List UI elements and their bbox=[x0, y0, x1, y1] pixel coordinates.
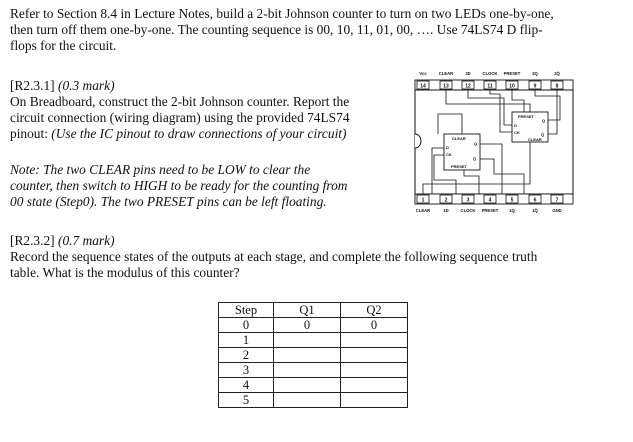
top-pin-label: 2Q̅ bbox=[554, 71, 560, 76]
step-cell: 0 bbox=[219, 318, 274, 333]
q1-cell[interactable] bbox=[274, 378, 341, 393]
ff1-preset-label: PRESET bbox=[451, 164, 468, 169]
table-row bbox=[219, 333, 408, 348]
table-row bbox=[219, 348, 408, 363]
bottom-pin-label: 1D bbox=[443, 208, 449, 213]
question-1-line: circuit connection (wiring diagram) using the provided 74LS74 bbox=[10, 110, 350, 125]
intro-line: then turn off them one-by-one. The counting sequence is 00, 10, 11, 01, 00, …. Use 74LS74 D flip- bbox=[10, 22, 543, 37]
q1-cell[interactable]: 0 bbox=[274, 318, 341, 333]
top-pin-label: CLOCK bbox=[482, 71, 498, 76]
bottom-pin-label: CLOCK bbox=[460, 208, 476, 213]
question-1-label: [R2.3.1] bbox=[10, 78, 55, 93]
note-line: counter, then switch to HIGH to be ready for the counting from bbox=[10, 178, 348, 193]
top-pin-label: CLEAR bbox=[438, 71, 454, 76]
ff1-qbar-label: Q̅ bbox=[473, 156, 477, 161]
bottom-pin-label: CLEAR bbox=[415, 208, 431, 213]
question-1-last-prefix: pinout: bbox=[10, 126, 52, 141]
step-cell: 3 bbox=[219, 363, 274, 378]
top-pin-number: 14 bbox=[420, 83, 426, 90]
column-header-step: Step bbox=[219, 303, 274, 318]
bottom-pin-number: 6 bbox=[533, 197, 537, 204]
ff1-ck-label: CK bbox=[446, 152, 452, 157]
table-row bbox=[219, 318, 408, 333]
q2-cell[interactable] bbox=[341, 333, 408, 348]
top-pin-label: 2Q bbox=[532, 71, 538, 76]
ff2-ck-label: CK bbox=[514, 130, 520, 135]
top-pin-label: 2D bbox=[465, 71, 471, 76]
intro-paragraph bbox=[10, 6, 628, 54]
q1-cell[interactable] bbox=[274, 333, 341, 348]
bottom-pin-label: PRESET bbox=[481, 208, 499, 213]
table-row bbox=[219, 378, 408, 393]
ff1-d-label: D bbox=[446, 145, 449, 150]
step-cell: 5 bbox=[219, 393, 274, 408]
pinout-svg bbox=[404, 64, 584, 224]
top-pin-number: 12 bbox=[465, 83, 471, 90]
bottom-pin-number: 1 bbox=[421, 197, 425, 204]
table-header-row bbox=[219, 303, 408, 318]
bottom-pin-label: GND bbox=[552, 208, 562, 213]
top-pin-number: 9 bbox=[533, 83, 537, 90]
question-2-line: Record the sequence states of the outputs at each stage, and complete the following sequence truth bbox=[10, 249, 538, 264]
q2-cell[interactable] bbox=[341, 348, 408, 363]
question-1-last-italic: (Use the IC pinout to draw connections of your circuit) bbox=[51, 126, 347, 141]
top-pin-label: PRESET bbox=[503, 71, 521, 76]
q2-cell[interactable] bbox=[341, 393, 408, 408]
bottom-pin-number: 5 bbox=[510, 197, 514, 204]
note-line: 00 state (Step0). The two PRESET pins can be left floating. bbox=[10, 194, 327, 209]
q1-cell[interactable] bbox=[274, 348, 341, 363]
q2-cell[interactable]: 0 bbox=[341, 318, 408, 333]
table-row bbox=[219, 363, 408, 378]
intro-line: flops for the circuit. bbox=[10, 38, 117, 53]
question-2-body bbox=[10, 249, 537, 281]
top-pin-number: 13 bbox=[443, 83, 449, 90]
ff2-q-label: Q bbox=[542, 118, 546, 123]
ff2-d-label: D bbox=[514, 123, 517, 128]
bottom-pin-number: 2 bbox=[444, 197, 448, 204]
note-line: Note: The two CLEAR pins need to be LOW to clear the bbox=[10, 162, 311, 177]
ff2-qbar-label: Q̅ bbox=[541, 132, 545, 137]
q1-cell[interactable] bbox=[274, 393, 341, 408]
ic-body bbox=[415, 90, 573, 194]
question-2-mark: (0.7 mark) bbox=[58, 233, 115, 248]
q2-cell[interactable] bbox=[341, 378, 408, 393]
table-row bbox=[219, 393, 408, 408]
ff1-clear-label: CLEAR bbox=[452, 136, 466, 141]
top-pin-number: 11 bbox=[487, 83, 493, 90]
ff2-clear-label: CLEAR bbox=[528, 137, 542, 142]
question-2-line: table. What is the modulus of this counter? bbox=[10, 265, 240, 280]
question-1-heading bbox=[10, 78, 115, 94]
note-paragraph bbox=[10, 162, 347, 210]
top-pin-label: Vcc bbox=[419, 71, 427, 76]
step-cell: 2 bbox=[219, 348, 274, 363]
q2-cell[interactable] bbox=[341, 363, 408, 378]
q1-cell[interactable] bbox=[274, 363, 341, 378]
top-pin-number: 10 bbox=[509, 83, 515, 90]
step-cell: 1 bbox=[219, 333, 274, 348]
intro-line: Refer to Section 8.4 in Lecture Notes, build a 2-bit Johnson counter to turn on two LEDs one-by-one, bbox=[10, 6, 554, 21]
question-2-label: [R2.3.2] bbox=[10, 233, 55, 248]
bottom-pin-number: 7 bbox=[555, 197, 559, 204]
column-header-q1: Q1 bbox=[274, 303, 341, 318]
sequence-truth-table bbox=[218, 302, 408, 408]
ff2-preset-label: PRESET bbox=[518, 114, 535, 119]
question-1-line: On Breadboard, construct the 2-bit Johnson counter. Report the bbox=[10, 94, 350, 109]
bottom-pin-label: 1Q bbox=[509, 208, 515, 213]
top-pin-number: 8 bbox=[555, 83, 559, 90]
question-1-line-last bbox=[10, 126, 400, 142]
question-2-heading bbox=[10, 233, 115, 249]
bottom-pin-label: 1Q̅ bbox=[532, 208, 538, 213]
ic-74ls74-pinout-diagram bbox=[404, 64, 584, 224]
question-1-body bbox=[10, 94, 400, 142]
column-header-q2: Q2 bbox=[341, 303, 408, 318]
step-cell: 4 bbox=[219, 378, 274, 393]
ff1-q-label: Q bbox=[474, 141, 478, 146]
question-1-mark: (0.3 mark) bbox=[58, 78, 115, 93]
bottom-pin-number: 4 bbox=[488, 197, 492, 204]
bottom-pin-number: 3 bbox=[466, 197, 470, 204]
